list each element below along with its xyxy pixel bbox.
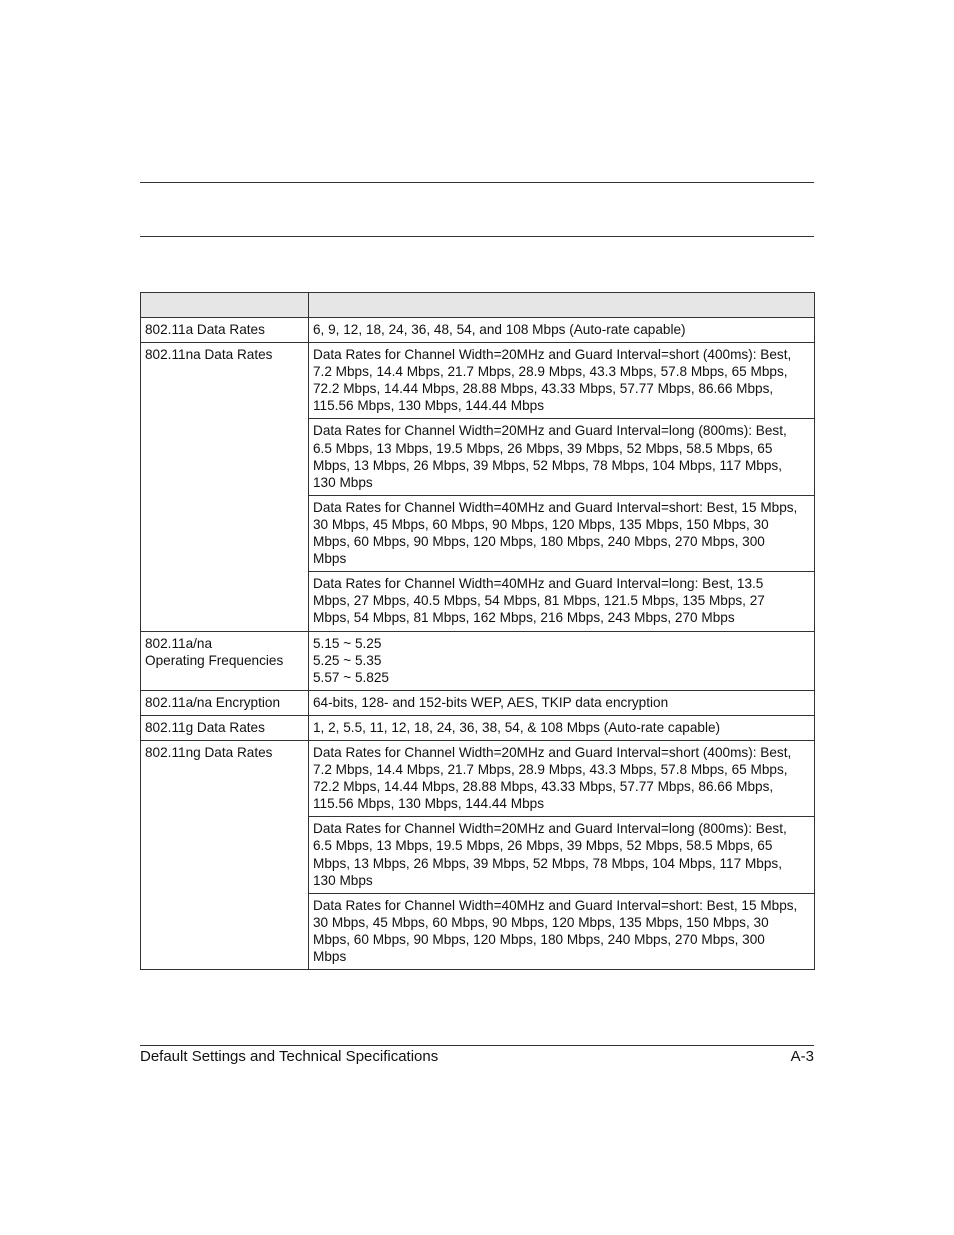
table-row xyxy=(141,715,815,740)
spec-value-cell xyxy=(309,495,815,571)
spec-value-cell xyxy=(309,631,815,690)
spec-label-cell xyxy=(141,740,309,969)
spec-value-line: Mbps, 27 Mbps, 40.5 Mbps, 54 Mbps, 81 Mbps, 121.5 Mbps, 135 Mbps, 27 xyxy=(313,593,765,609)
spec-value-line: 6, 9, 12, 18, 24, 36, 48, 54, and 108 Mbps (Auto-rate capable) xyxy=(313,322,686,337)
spec-value-line: Mbps, 60 Mbps, 90 Mbps, 120 Mbps, 180 Mbps, 240 Mbps, 270 Mbps, 300 xyxy=(313,534,765,550)
spec-label-line: 802.11a Data Rates xyxy=(145,322,265,337)
spec-value-line: Mbps, 13 Mbps, 26 Mbps, 39 Mbps, 52 Mbps, 78 Mbps, 104 Mbps, 117 Mbps, xyxy=(313,457,782,473)
spec-value-line: 7.2 Mbps, 14.4 Mbps, 21.7 Mbps, 28.9 Mbps, 43.3 Mbps, 57.8 Mbps, 65 Mbps, xyxy=(313,762,788,778)
spec-value-line: 5.25 ~ 5.35 xyxy=(313,652,382,668)
footer-page-number: A-3 xyxy=(790,1048,814,1065)
spec-value-cell xyxy=(309,740,815,816)
spec-value-line: 115.56 Mbps, 130 Mbps, 144.44 Mbps xyxy=(313,398,544,414)
spec-value-cell xyxy=(309,690,815,715)
spec-value-line: 30 Mbps, 45 Mbps, 60 Mbps, 90 Mbps, 120 Mbps, 135 Mbps, 150 Mbps, 30 xyxy=(313,516,769,532)
spec-value-cell xyxy=(309,419,815,495)
spec-value-line: 130 Mbps xyxy=(313,872,373,888)
spec-label-cell xyxy=(141,318,309,343)
spec-label-cell xyxy=(141,631,309,690)
header-rule-second xyxy=(140,236,814,237)
spec-label-cell xyxy=(141,715,309,740)
spec-value-line: Data Rates for Channel Width=20MHz and Guard Interval=short (400ms): Best, xyxy=(313,347,792,363)
spec-label-line: 802.11g Data Rates xyxy=(145,719,265,735)
spec-label-line: 802.11ng Data Rates xyxy=(145,744,273,760)
spec-value-line: 64-bits, 128- and 152-bits WEP, AES, TKIP data encryption xyxy=(313,694,669,710)
spec-value-cell xyxy=(309,572,815,631)
spec-value-line: Data Rates for Channel Width=20MHz and Guard Interval=long (800ms): Best, xyxy=(313,821,787,837)
spec-value-line: 5.57 ~ 5.825 xyxy=(313,669,389,685)
table-row xyxy=(141,740,815,816)
spec-value-line: Data Rates for Channel Width=20MHz and Guard Interval=long (800ms): Best, xyxy=(313,423,787,439)
spec-value-line: 5.15 ~ 5.25 xyxy=(313,635,382,651)
table-row xyxy=(141,631,815,690)
table-row xyxy=(141,318,815,343)
spec-value-line: Data Rates for Channel Width=40MHz and Guard Interval=short: Best, 15 Mbps, xyxy=(313,897,798,913)
specifications-table xyxy=(140,292,815,970)
spec-value-line: Data Rates for Channel Width=20MHz and Guard Interval=short (400ms): Best, xyxy=(313,744,792,760)
spec-value-cell xyxy=(309,817,815,893)
spec-value-line: 130 Mbps xyxy=(313,474,373,490)
spec-value-line: 30 Mbps, 45 Mbps, 60 Mbps, 90 Mbps, 120 Mbps, 135 Mbps, 150 Mbps, 30 xyxy=(313,914,769,930)
spec-value-cell xyxy=(309,715,815,740)
table-header-cell-feature xyxy=(141,293,309,318)
table-row xyxy=(141,690,815,715)
spec-value-line: 72.2 Mbps, 14.44 Mbps, 28.88 Mbps, 43.33 Mbps, 57.77 Mbps, 86.66 Mbps, xyxy=(313,779,774,795)
table-body xyxy=(141,318,815,970)
spec-value-line: 115.56 Mbps, 130 Mbps, 144.44 Mbps xyxy=(313,796,544,812)
spec-label-line: Operating Frequencies xyxy=(145,652,284,668)
spec-value-line: 72.2 Mbps, 14.44 Mbps, 28.88 Mbps, 43.33 Mbps, 57.77 Mbps, 86.66 Mbps, xyxy=(313,381,774,397)
spec-label-line: 802.11a/na xyxy=(145,635,213,651)
spec-label-cell xyxy=(141,343,309,631)
spec-label-line: 802.11a/na Encryption xyxy=(145,694,281,710)
spec-value-line: 7.2 Mbps, 14.4 Mbps, 21.7 Mbps, 28.9 Mbps, 43.3 Mbps, 57.8 Mbps, 65 Mbps, xyxy=(313,364,788,380)
spec-label-line: 802.11na Data Rates xyxy=(145,347,273,363)
spec-value-cell xyxy=(309,318,815,343)
spec-value-cell xyxy=(309,893,815,969)
header-rule-top xyxy=(140,182,814,183)
spec-value-cell xyxy=(309,343,815,419)
spec-value-line: 1, 2, 5.5, 11, 12, 18, 24, 36, 38, 54, & 108 Mbps (Auto-rate capable) xyxy=(313,719,721,735)
table-header-row xyxy=(141,293,815,318)
spec-value-line: 6.5 Mbps, 13 Mbps, 19.5 Mbps, 26 Mbps, 39 Mbps, 52 Mbps, 58.5 Mbps, 65 xyxy=(313,838,773,854)
spec-value-line: Mbps, 13 Mbps, 26 Mbps, 39 Mbps, 52 Mbps, 78 Mbps, 104 Mbps, 117 Mbps, xyxy=(313,855,782,871)
spec-value-line: Mbps, 54 Mbps, 81 Mbps, 162 Mbps, 216 Mbps, 243 Mbps, 270 Mbps xyxy=(313,610,735,626)
spec-value-line: Data Rates for Channel Width=40MHz and Guard Interval=short: Best, 15 Mbps, xyxy=(313,499,798,515)
spec-value-line: Mbps, 60 Mbps, 90 Mbps, 120 Mbps, 180 Mbps, 240 Mbps, 270 Mbps, 300 xyxy=(313,931,765,947)
spec-value-line: Mbps xyxy=(313,551,347,567)
table-header-cell-value xyxy=(309,293,815,318)
footer-rule xyxy=(140,1045,814,1046)
spec-value-line: Data Rates for Channel Width=40MHz and Guard Interval=long: Best, 13.5 xyxy=(313,576,764,592)
table-row xyxy=(141,343,815,419)
spec-label-cell xyxy=(141,690,309,715)
spec-value-line: 6.5 Mbps, 13 Mbps, 19.5 Mbps, 26 Mbps, 39 Mbps, 52 Mbps, 58.5 Mbps, 65 xyxy=(313,440,773,456)
footer-section-title: Default Settings and Technical Specifications xyxy=(140,1048,439,1065)
spec-value-line: Mbps xyxy=(313,949,347,964)
